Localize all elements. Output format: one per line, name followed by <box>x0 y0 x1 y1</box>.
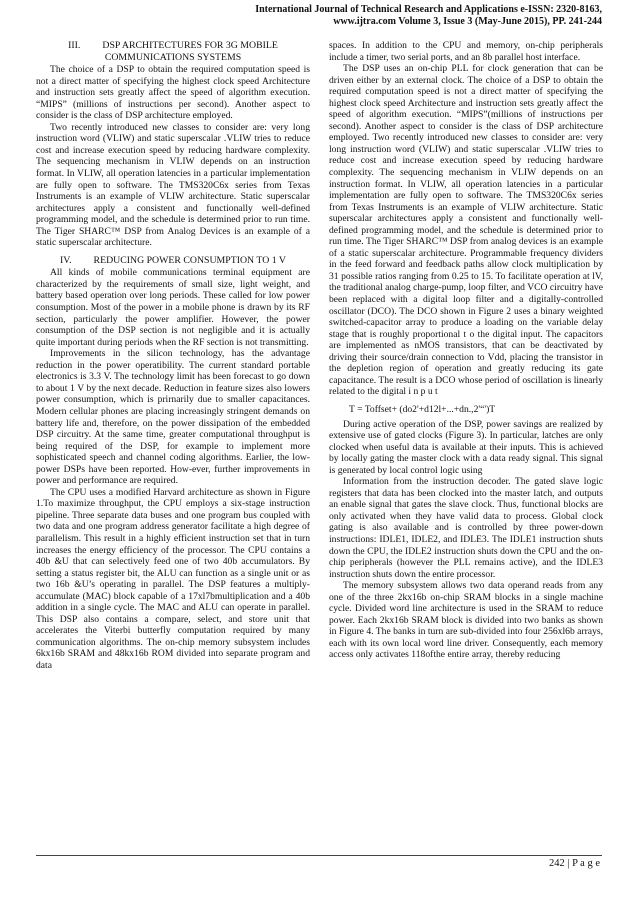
journal-header <box>172 4 602 28</box>
paragraph: During active operation of the DSP, power savings are realized by extensive use of gated clocks (Figure 3). In particular, latches are only clocked when useful data is available at their inputs. This is achieved by locally gating the master clock with a data ready signal. This signal is generated by local control logic using <box>329 418 603 476</box>
left-column <box>36 40 310 672</box>
section-3-title-line-1: DSP ARCHITECTURES FOR 3G MOBILE <box>102 40 278 51</box>
header-line-2: www.ijtra.com Volume 3, Issue 3 (May-June 2015), PP. 241-244 <box>333 16 602 27</box>
paragraph: Improvements in the silicon technology, has the advantage reduction in the power operatibility. The current standard portable electronics is 3.3 V. The technology limit has been forecast to go down to about 1 V by the next decade. Reduction in feature sizes also lowers power consumption, which is prirnarily due to smaller capacitances. Modern cellular phones are placing increasingly stringent demands on battery life and, therefore, on the power dissipation of the embedded DSP circuitry. At the same time, greater computational throughput is being required of the DSP, for example to implement more sophisticated speech and channel coding algorithms. Earlier, the low-power DSPs have been reported. How-ever, further improvements in power and performance are required. <box>36 348 310 487</box>
section-4-number: IV. <box>60 254 72 266</box>
section-3-number: III. <box>68 40 81 51</box>
paragraph: The memory subsystem allows two data operand reads from any one of the three 2kx16b on-chip SRAM blocks in a single machine cycle. Divided word line architecture is used in the SRAM to reduce power. Each 2kx16b SRAM block is divided into two banks as shown in Figure 4. The banks in turn are sub-divided into four 256xl6b arrays, each with its own local word line driver. Consequently, each memory access only activates 118ofthe entire array, thereby reducing <box>329 580 603 661</box>
paragraph: All kinds of mobile communications terminal equipment are characterized by the requirements of small size, light weight, and battery based operation over long periods. These called for low power consumption. Most of the power in a mobile phone is drawn by its RF section, particularly the power amplifier. However, the power consumption of the DSP section is not negligible and it is actually quite important during periods when the RF section is not transmitting. <box>36 267 310 348</box>
paragraph: The DSP uses an on-chip PLL for clock generation that can be driven either by an external clock. The choice of a DSP to obtain the required computation speed is not a direct matter of specifying the highest clock speed Architecture and instruction sets greatly affect the speed of algorithm execution. “MIPS”(millions of instructions per second). Another aspect to consider is the class of DSP architecture employed. Two recently introduced new classes to consider are: very long instruction word (VLIW) and static superscalar .VLIW tries to reduce cost and increase execution speed by reducing hardware complexity. The sequencing mechanism in VLIW depends on an instruction format. In VLIW, all operation latencies in a particular implementation are fully open to software. The TMS320C6x series from Texas Instruments is an example of VLIW architecture. Static superscalar architectures apply a consistent and functionally well-defined programming model, and the schedule is determined prior to run time. The Tiger SHARC™ DSP from analog devices is an example of a static superscalar architecture. Programmable frequency dividers in the feed forward and feedback paths allow clock multiplication by 31 possible ratios ranging from 0.25 to 15. To facilitate operation at lV, the traditional analog charge-pump, loop filter, and VCO circuitry have been replaced with a digital loop filter and a digitally-controlled oscillator (DCO). The DCO shown in Figure 2 uses a binary weighted switched-capacitor array to produce a loading on the variable delay stage that is roughly proportional t o the digital input. The capacitors are implemented as nMOS transistors, that can be deactivated by driving their source/drain connection to Vdd, placing the transistor in the depletion region of operation and greatly reducing its gate capacitance. The result is a DCO whose period of oscillation is linearly related to the digital i n p u t <box>329 63 603 398</box>
footer-rule <box>36 855 602 856</box>
paragraph: spaces. In addition to the CPU and memory, on-chip peripherals include a timer, two serial ports, and an 8b parallel host interface. <box>329 40 603 63</box>
paragraph: Information from the instruction decoder. The gated slave logic registers that data has been clocked into the master latch, and outputs an enable signal that gates the slave clock. Thus, functional blocks are only activated when they have valid data to process. Global clock gating is also available and is controlled by three power-down instructions: IDLE1, IDLE2, and IDLE3. The IDLE1 instruction shuts down the CPU, the IDLE2 instruction shuts down the CPU and the on-chip peripherals (however the PLL remains active), and the IDLE3 instruction shuts down the entire processor. <box>329 476 603 580</box>
right-column <box>329 40 603 661</box>
page-number: 242 | P a g e <box>549 858 600 869</box>
section-4-title: REDUCING POWER CONSUMPTION TO 1 V <box>93 254 286 266</box>
paragraph: Two recently introduced new classes to consider are: very long instruction word (VLIW) and static superscalar .VLIW tries to reduce cost and increase execution speed by reducing hardware complexity. The sequencing mechanism in VLIW depends on an instruction format. In VLIW, all operation latencies in a particular implementation are fully open to software. The TMS320C6x series from Texas Instruments is an example of VLIW architecture. Static superscalar architectures apply a consistent and functionally well-defined programming model, and the schedule is determined prior to run time. The Tiger SHARC™ DSP from Analog Devices is an example of a static superscalar architecture. <box>36 121 310 249</box>
section-4-heading <box>36 255 310 267</box>
section-3-title-line-2: COMMUNICATIONS SYSTEMS <box>104 51 242 63</box>
paragraph: The choice of a DSP to obtain the required computation speed is not a direct matter of specifying the highest clock speed Architecture and instruction sets greatly affect the speed of algorithm execution. “MIPS” (millions of instructions per second). Another aspect to consider is the class of DSP architecture employed. <box>36 64 310 122</box>
paragraph: The CPU uses a modified Harvard architecture as shown in Figure 1.To maximize throughput, the CPU employs a six-stage instruction pipeline. Three separate data buses and one program bus coupled with two data and one program address generator facilitate a high degree of parallelism. This result in a highly efficient instruction set that in turn increases the energy efficiency of the processor. The CPU contains a 40b &U that can selectively feed one of two 40b accumulators. By setting a status register bit, the ALU can function as a single unit or as two 16b &U’s operating in parallel. The DSP features a multiply-accumulate (MAC) block capable of a 17xl7bmultiplication and a 40b addition in a single cycle. The MAC and ALU can operate in parallel. This DSP also contains a compare, select, and store unit that accelerates the Viterbi butterfly computation required by many communication algorithms. The on-chip memory subsystem includes 6kx16b SRAM and 48kx16b ROM divided into separate program and data <box>36 486 310 671</box>
equation: T = Toffset+ (do2'+d12l+...+dn.,2'“')T <box>349 403 496 415</box>
header-line-1: International Journal of Technical Research and Applications e-ISSN: 2320-8163, <box>255 4 602 15</box>
section-3-heading <box>36 40 310 63</box>
